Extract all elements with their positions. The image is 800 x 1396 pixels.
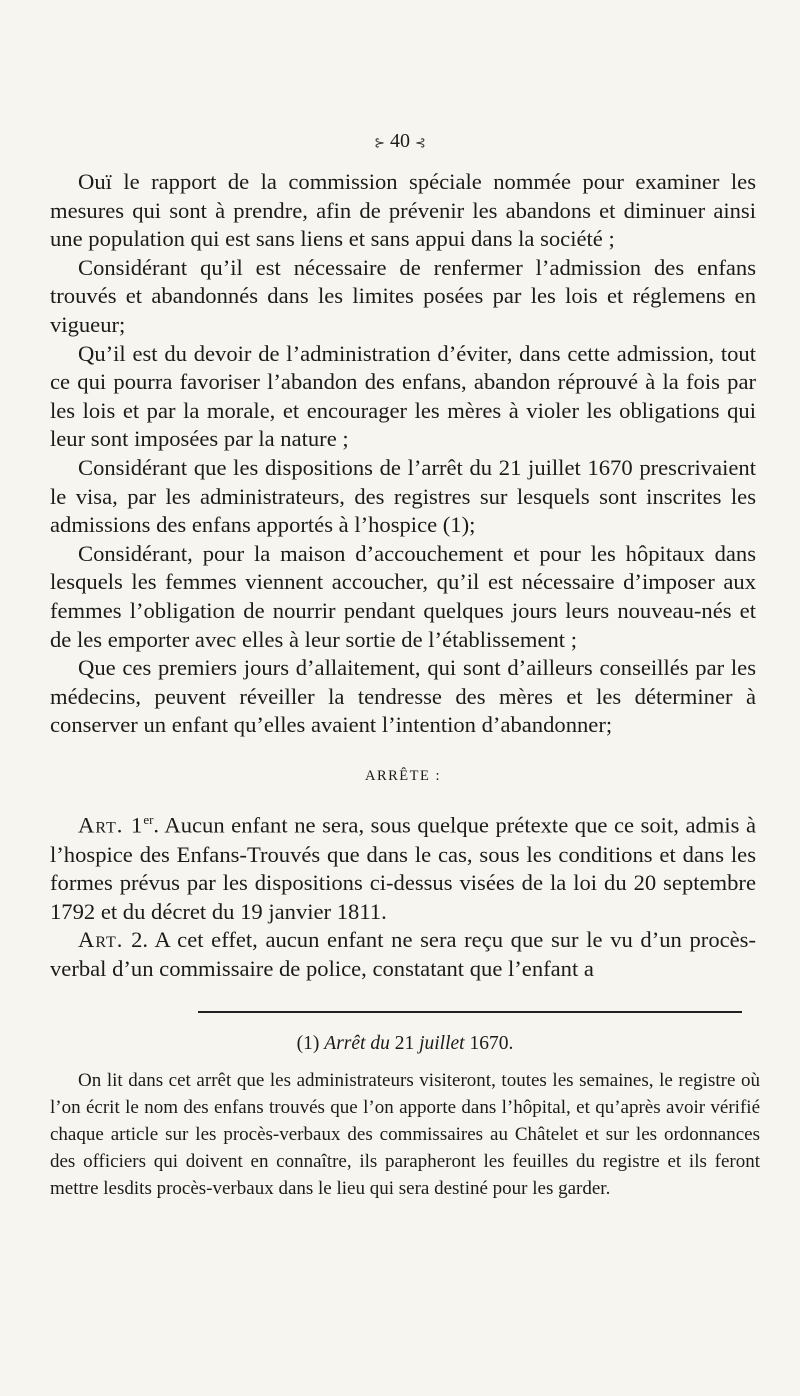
paragraph-devoir: Qu’il est du devoir de l’administration d’éviter, dans cette admission, tout ce qui pourra favoriser l’abandon des enfans, abandon réprouvé à la fois par les lois et par la morale, et encourager les mères à violer les obligations qui leur sont imposées par la nature ; (50, 340, 756, 452)
paragraph-allaitement: Que ces premiers jours d’allaitement, qui sont d’ailleurs conseillés par les médecins, peuvent réveiller la tendresse des mères et les déterminer à conserver un enfant qu’elles avaient l’intention d’abandonner; (50, 655, 756, 738)
paragraph-considerant-2: Considérant que les dispositions de l’arrêt du 21 juillet 1670 prescrivaient le visa, par les administrateurs, des registres sur lesquels sont inscrites les admissions des enfans apportés à l’hospice (1); (50, 454, 756, 538)
page-number: 40 (390, 130, 410, 152)
paragraph-oui: Ouï le rapport de la commission spéciale nommée pour examiner les mesures qui sont à prendre, afin de prévenir les abandons et diminuer ainsi une population qui est sans liens et sans appui dans la société ; (50, 169, 756, 252)
ornament-left-icon: ⊱ (374, 135, 385, 150)
footnote-divider (198, 1011, 742, 1013)
footnote-title (50, 1030, 760, 1057)
footnote-title-italic: Arrêt du (324, 1033, 390, 1054)
footnote-text: On lit dans cet arrêt que les administrateurs visiteront, toutes les semaines, le registre où l’on écrit le nom des enfans trouvés que l’on apporte dans l’hôpital, et qu’après avoir vérifié chaque article sur les procès-verbaux des commissaires au Châtelet et sur les ordonnances des officiers qui doivent en connaître, ils parapheront les feuilles du registre et ils feront mettre lesdits procès-verbaux dans le lieu qui sera destiné pour les garder. (50, 1070, 760, 1199)
ornament-right-icon: ⊰ (415, 135, 426, 150)
article-1-label: Art. 1 (78, 813, 144, 838)
main-text (50, 168, 756, 984)
article-1 (50, 806, 756, 926)
footnote-title-year: 1670. (464, 1033, 514, 1054)
footnote (50, 1030, 760, 1202)
arrete-heading: ARRÊTE : (364, 767, 442, 784)
article-2 (50, 926, 756, 983)
paragraph-considerant-1: Considérant qu’il est nécessaire de renfermer l’admission des enfans trouvés et abandonnés dans les limites posées par les lois et réglemens en vigueur; (50, 254, 756, 337)
article-1-text: . Aucun enfant ne sera, sous quelque prétexte que ce soit, admis à l’hospice des Enfans-Trouvés que dans le cas, sous les conditions et dans les formes prévus par les dispositions ci-dessus visées de la loi du 20 septembre 1792 et du décret du 19 janvier 1811. (50, 813, 756, 924)
footnote-marker: (1) (296, 1033, 320, 1054)
article-2-text: 2. A cet effet, aucun enfant ne sera reçu que sur le vu d’un procès-verbal d’un commissaire de police, constatant que l’enfant a (50, 927, 756, 981)
footnote-title-month: juillet (419, 1033, 465, 1054)
paragraph-considerant-3: Considérant, pour la maison d’accouchement et pour les hôpitaux dans lesquels les femmes viennent accoucher, qu’il est nécessaire d’imposer aux femmes l’obligation de nourrir pendant quelques jours leurs nouveau-nés et de les emporter avec elles à leur sortie de l’établissement ; (50, 540, 756, 652)
article-2-label: Art. (78, 927, 124, 953)
footnote-title-day: 21 (389, 1033, 420, 1054)
article-1-sup: er (143, 812, 154, 828)
page-header (0, 130, 800, 153)
